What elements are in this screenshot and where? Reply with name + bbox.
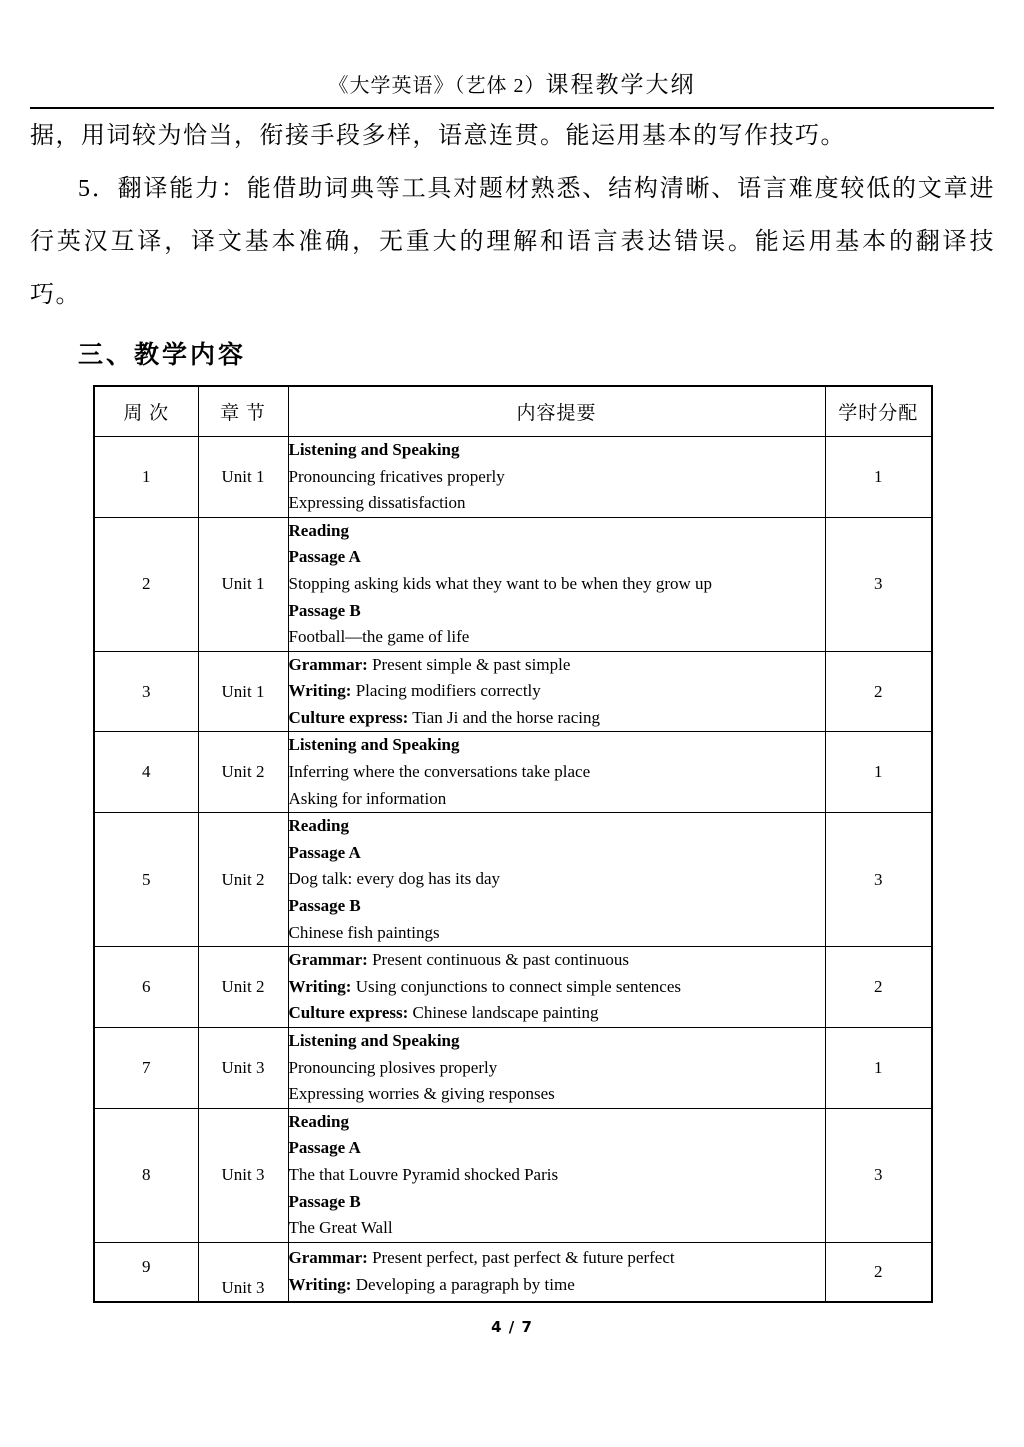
content-line: Listening and Speaking: [288, 1031, 460, 1050]
unit-cell: Unit 3: [198, 1108, 288, 1242]
content-line: Inferring where the conversations take place: [288, 762, 591, 782]
hours-cell: 2: [825, 651, 932, 732]
content-cell: [288, 947, 825, 1028]
content-line: The Great Wall: [288, 1218, 393, 1238]
syllabus-table: [93, 385, 933, 1303]
table-row: [94, 651, 932, 732]
content-cell: [288, 1242, 825, 1302]
table-row: [94, 947, 932, 1028]
week-cell: 7: [94, 1028, 198, 1109]
content-line: Football—the game of life: [288, 627, 470, 647]
table-header-row: [94, 386, 932, 436]
content-line: Stopping asking kids what they want to be when they grow up: [288, 573, 713, 593]
body-text-block: [30, 110, 995, 322]
hours-cell: 2: [825, 947, 932, 1028]
content-line: Expressing worries & giving responses: [288, 1084, 555, 1104]
hours-cell: 1: [825, 436, 932, 517]
content-cell: [288, 517, 825, 651]
col-header-content: 内容提要: [288, 386, 825, 436]
content-line: Passage B: [288, 600, 361, 620]
hours-cell: 3: [825, 517, 932, 651]
content-line: Listening and Speaking: [288, 439, 460, 459]
unit-cell: Unit 1: [198, 436, 288, 517]
content-line: Reading: [288, 816, 349, 836]
content-cell: [288, 813, 825, 947]
content-line: Culture express: Tian Ji and the horse racing: [288, 707, 600, 727]
unit-cell: Unit 1: [198, 651, 288, 732]
unit-cell: Unit 2: [198, 813, 288, 947]
content-cell: [288, 1028, 825, 1109]
hours-cell: 1: [825, 1028, 932, 1109]
table-row: [94, 1028, 932, 1109]
content-line: Reading: [288, 520, 349, 540]
content-line: The that Louvre Pyramid shocked Paris: [288, 1164, 559, 1184]
content-line: Writing: Placing modifiers correctly: [288, 681, 541, 701]
unit-cell: Unit 3: [198, 1242, 288, 1302]
content-cell: [288, 651, 825, 732]
paragraph-item5: 5．翻译能力：能借助词典等工具对题材熟悉、结构清晰、语言难度较低的文章进行英汉互译，译文基本准确，无重大的理解和语言表达错误。能运用基本的翻译技巧。: [30, 176, 995, 309]
unit-cell: Unit 3: [198, 1028, 288, 1109]
table-row: [94, 436, 932, 517]
content-cell: [288, 436, 825, 517]
week-cell: 8: [94, 1108, 198, 1242]
content-line: Reading: [288, 1111, 349, 1131]
week-cell: 4: [94, 732, 198, 813]
header-divider: [30, 107, 994, 109]
content-line: Passage A: [288, 842, 361, 862]
content-line: Writing: Developing a paragraph by time: [288, 1275, 575, 1294]
content-line: Passage A: [288, 1138, 361, 1158]
header-title-course: 《大学英语》（艺体 2）: [328, 75, 546, 97]
table-row: [94, 1108, 932, 1242]
header-title-syllabus: 课程教学大纲: [545, 72, 696, 97]
syllabus-table-body: [94, 436, 932, 1302]
content-line: Grammar: Present perfect, past perfect & future perfect: [288, 1248, 675, 1268]
table-row: [94, 1242, 932, 1302]
week-cell: 5: [94, 813, 198, 947]
content-cell: [288, 732, 825, 813]
paragraph-continuation: 据，用词较为恰当，衔接手段多样，语意连贯。能运用基本的写作技巧。: [30, 123, 846, 150]
content-line: Passage B: [288, 896, 361, 916]
section-heading: 三、教学内容: [78, 341, 247, 370]
content-line: Culture express: Chinese landscape painting: [288, 1003, 599, 1023]
unit-cell: Unit 2: [198, 732, 288, 813]
week-cell: 1: [94, 436, 198, 517]
content-line: Passage A: [288, 547, 361, 567]
content-line: Expressing dissatisfaction: [288, 493, 466, 513]
content-line: Writing: Using conjunctions to connect simple sentences: [288, 976, 682, 996]
hours-cell: 2: [825, 1242, 932, 1302]
content-cell: [288, 1108, 825, 1242]
hours-cell: 1: [825, 732, 932, 813]
page-number: 4 / 7: [491, 1318, 533, 1337]
content-line: Chinese fish paintings: [288, 922, 440, 942]
hours-cell: 3: [825, 813, 932, 947]
hours-cell: 3: [825, 1108, 932, 1242]
content-line: Listening and Speaking: [288, 735, 460, 755]
unit-cell: Unit 2: [198, 947, 288, 1028]
col-header-unit: 章 节: [198, 386, 288, 436]
page-header: [0, 0, 1024, 98]
table-row: [94, 517, 932, 651]
content-line: Passage B: [288, 1191, 361, 1211]
week-cell: 2: [94, 517, 198, 651]
table-row: [94, 732, 932, 813]
content-line: Dog talk: every dog has its day: [288, 869, 501, 889]
content-line: Pronouncing plosives properly: [288, 1057, 498, 1077]
week-cell: 6: [94, 947, 198, 1028]
week-cell: 3: [94, 651, 198, 732]
content-line: Grammar: Present simple & past simple: [288, 654, 571, 674]
unit-cell: Unit 1: [198, 517, 288, 651]
table-row: [94, 813, 932, 947]
content-line: Asking for information: [288, 788, 447, 808]
content-line: Grammar: Present continuous & past continuous: [288, 950, 629, 970]
week-cell: 9: [94, 1242, 198, 1302]
content-line: Pronouncing fricatives properly: [288, 466, 505, 486]
col-header-hours: 学时分配: [825, 386, 932, 436]
col-header-week: 周 次: [94, 386, 198, 436]
